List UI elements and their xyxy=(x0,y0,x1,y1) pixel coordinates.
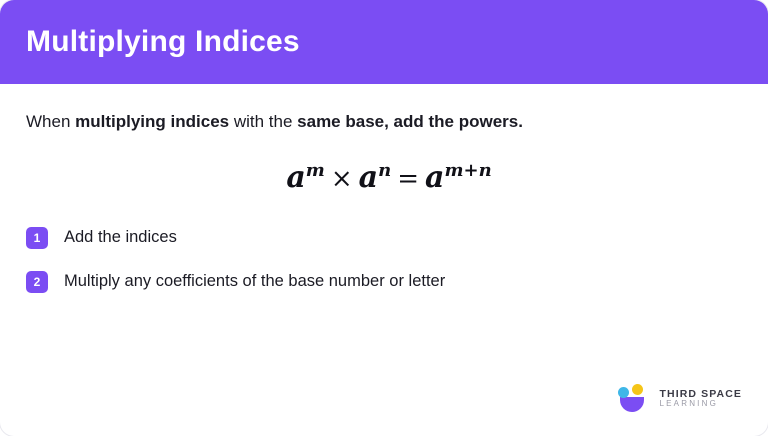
brand-logo-text xyxy=(660,389,743,408)
formula-exponent-2: n xyxy=(378,159,392,181)
steps-list xyxy=(26,227,742,293)
formula-operator-multiply: × xyxy=(330,163,353,194)
page-title: Multiplying Indices xyxy=(26,25,300,58)
formula-base-3: a xyxy=(424,159,445,195)
formula-operator-equals: = xyxy=(397,163,419,194)
smile-shape-icon xyxy=(620,397,644,412)
blue-dot-icon xyxy=(618,387,629,398)
list-item xyxy=(26,227,742,249)
lead-text-part2: with the xyxy=(229,112,298,131)
brand-name-secondary: LEARNING xyxy=(659,399,718,409)
brand-name-primary: THIRD SPACE xyxy=(659,388,742,401)
step-number-badge: 1 xyxy=(26,227,48,249)
third-space-learning-mark-icon xyxy=(618,384,652,414)
list-item xyxy=(26,271,742,293)
step-text: Multiply any coefficients of the base number or letter xyxy=(64,272,446,291)
step-text: Add the indices xyxy=(64,228,177,247)
lead-text-part1: When xyxy=(26,112,76,131)
formula-exponent-3: m+n xyxy=(444,159,492,181)
lead-text-bold2: same base, add the powers. xyxy=(297,112,523,131)
formula-exponent-1: m xyxy=(305,159,325,181)
step-number-badge: 2 xyxy=(26,271,48,293)
formula-expression xyxy=(26,160,742,195)
formula-base-2: a xyxy=(358,159,379,195)
yellow-dot-icon xyxy=(632,384,643,395)
formula-base-1: a xyxy=(286,159,306,195)
brand-logo xyxy=(618,384,743,414)
lead-text-bold1: multiplying indices xyxy=(75,112,230,131)
card-body xyxy=(0,84,768,293)
card-header xyxy=(0,0,768,84)
lead-statement xyxy=(26,110,742,134)
